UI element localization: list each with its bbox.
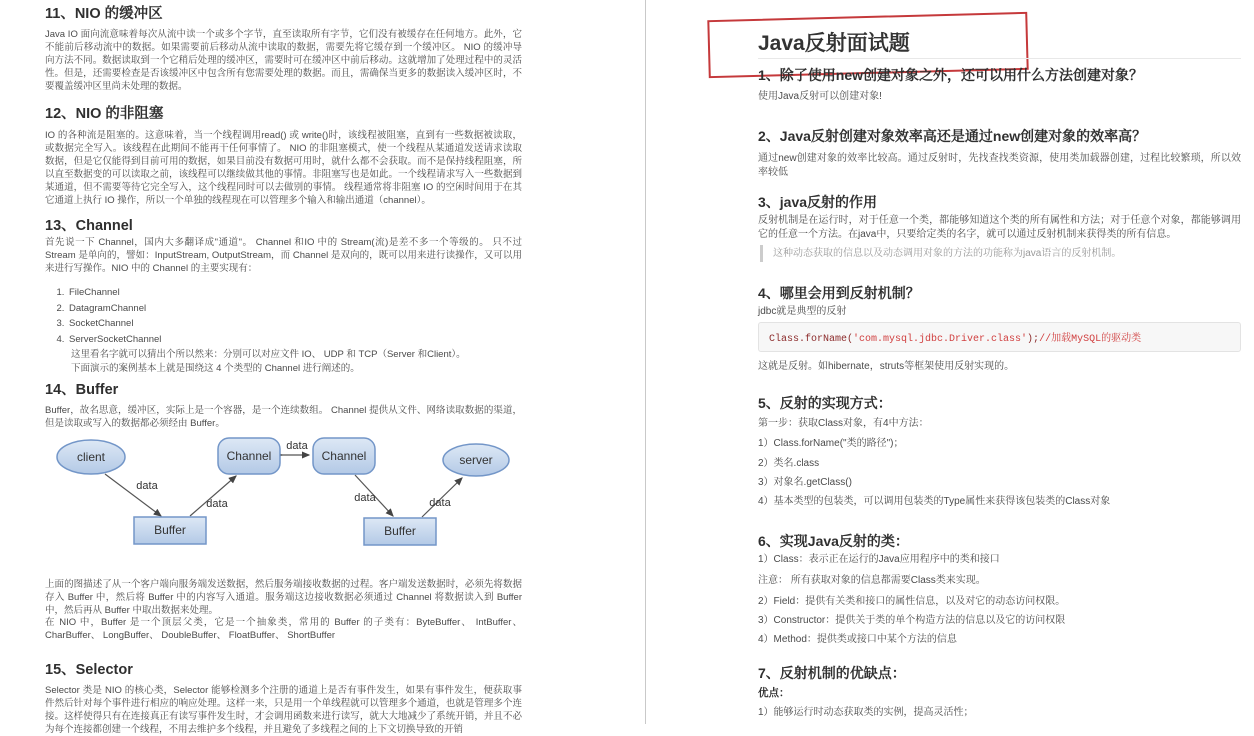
question-2-heading: 2、Java反射创建对象效率高还是通过new创建对象的效率高？ (758, 128, 1147, 144)
question-3-heading: 3、java反射的作用 (758, 194, 878, 210)
code-class-forname: Class.forName( (769, 334, 854, 345)
question-6-line: 4）Method：提供类或接口中某个方法的信息 (758, 634, 957, 645)
code-close-paren: ); (1027, 334, 1040, 345)
channel-list (45, 285, 507, 347)
buffer-node-left-label: Buffer (154, 523, 186, 537)
section-14-buffer-types: 在 NIO 中，Buffer 是一个顶层父类，它是一个抽象类，常用的 Buffer 的子类有：ByteBuffer、 IntBuffer、 CharBuffer、 LongBuffer、 DoubleBuffer、 FloatBuffer、 ShortBuffer (45, 617, 522, 641)
arrow-buffer-to-channel (190, 476, 236, 516)
buffer-node-right-label: Buffer (384, 524, 416, 538)
code-comment: //加载MySQL的驱动类 (1039, 334, 1142, 345)
channel-node-right-label: Channel (321, 449, 367, 463)
server-node-label: server (459, 453, 493, 467)
question-5-line: 4）基本类型的包装类，可以调用包装类的Type属性来获得该包装类的Class对象 (758, 496, 1111, 507)
question-6-heading: 6、实现Java反射的类： (758, 533, 909, 549)
question-5-heading: 5、反射的实现方式： (758, 395, 892, 411)
question-7-line: 1）能够运行时动态获取类的实例，提高灵活性； (758, 707, 974, 718)
client-node-label: client (76, 450, 106, 464)
channel-list-item: 3. SocketChannel (67, 316, 507, 332)
section-14-paragraph: Buffer，故名思意，缓冲区，实际上是一个容器，是一个连续数组。 Channel 提供从文件、网络读取数据的渠道，但是读取或写入的数据都必须经由 Buffer。 (45, 405, 522, 429)
section-14-after-diagram: 上面的图描述了从一个客户端向服务端发送数据，然后服务端接收数据的过程。客户端发送数据时，必须先将数据存入 Buffer 中，然后将 Buffer 中的内容写入通道。服务端这边接收数据必须通过 Channel 将数据读入到 Buffer 中，然后再从 Buffer 中取出数据来处理。 (45, 579, 522, 616)
section-15-heading: 15、Selector (45, 662, 133, 678)
question-3-answer: 反射机制是在运行时，对于任意一个类，都能够知道这个类的所有属性和方法；对于任意个对象，都能够调用它的任意一个方法。在java中，只要给定类的名字，就可以通过反射机制来获得类的所有信息。 (758, 215, 1241, 240)
question-5-line: 3）对象名.getClass() (758, 477, 852, 488)
section-11-paragraph: Java IO 面向流意味着每次从流中读一个或多个字节，直至读取所有字节，它们没有被缓存在任何地方。此外，它不能前后移动流中的数据。如果需要前后移动从流中读取的数据，需要先将它缓存到一个缓冲区。 NIO 的缓冲导向方法不同。数据读取到一个它稍后处理的缓冲区，需要时可在缓冲区中前后移动。这就增加了处理过程中的灵活性。但是，还需要检查是否该缓冲区中包含所有您需要处理的数据。而且，需确保当更多的数据读入缓冲区时，不要覆盖缓冲区里尚未处理的数据。 (45, 29, 522, 92)
question-6-line: 1）Class：表示正在运行的Java应用程序中的类和接口 (758, 554, 1000, 565)
section-13-intro: 首先说一下 Channel，国内大多翻译成"通道"。 Channel 和IO 中的 Stream(流)是差不多一个等级的。 只不过Stream 是单向的，譬如：InputStream, OutputStream，而 Channel 是双向的，既可以用来进行读操作，又可以用来进行写操作。NIO 中的 Channel 的主要实现有： (45, 237, 522, 274)
question-5-line: 第一步：获取Class对象，有4中方法： (758, 418, 929, 429)
data-arrow-label: data (136, 480, 158, 492)
data-arrow-label: data (286, 440, 308, 452)
data-arrow-label: data (206, 498, 228, 510)
question-7-heading: 7、反射机制的优缺点： (758, 665, 906, 681)
channel-node-left-label: Channel (226, 449, 272, 463)
channel-list-item: 2. DatagramChannel (67, 301, 507, 317)
page-title: Java反射面试题 (758, 32, 910, 55)
channel-list-item: 4. ServerSocketChannel (67, 332, 507, 348)
title-rule (758, 58, 1241, 59)
question-4-answer-1: jdbc就是典型的反射 (758, 306, 847, 317)
section-11-heading: 11、NIO 的缓冲区 (45, 6, 163, 22)
question-5-line: 1）Class.forName("类的路径")； (758, 438, 904, 449)
question-4-heading: 4、哪里会用到反射机制？ (758, 285, 920, 301)
channel-list-note-1: 这里看名字就可以猜出个所以然来：分别可以对应文件 IO、 UDP 和 TCP（Server 和Client）。 (71, 349, 466, 360)
question-5-line: 2）类名.class (758, 458, 820, 469)
section-13-heading: 13、Channel (45, 218, 133, 234)
channel-list-item: 1. FileChannel (67, 285, 507, 301)
channel-list-note-2: 下面演示的案例基本上就是围绕这 4 个类型的 Channel 进行阐述的。 (71, 363, 360, 374)
right-page (758, 0, 1241, 724)
section-14-heading: 14、Buffer (45, 382, 119, 398)
question-1-answer: 使用Java反射可以创建对象! (758, 91, 882, 102)
question-6-line: 2）Field：提供有关类和接口的属性信息，以及对它的动态访问权限。 (758, 596, 1066, 607)
code-driver-string: 'com.mysql.jdbc.Driver.class' (853, 334, 1028, 345)
question-7-advantages-label: 优点： (758, 687, 790, 699)
section-12-heading: 12、NIO 的非阻塞 (45, 106, 164, 122)
section-12-paragraph: IO 的各种流是阻塞的。这意味着，当一个线程调用read() 或 write()时，该线程被阻塞，直到有一些数据被读取，或数据完全写入。该线程在此期间不能再干任何事情了。 NIO 的非阻塞模式，使一个线程从某通道发送请求读取数据，但是它仅能得到目前可用的数据，如果目前没有数据可用时，就什么都不会获取。而不是保持线程阻塞，所以直至数据变的可以读取之前，该线程可以继续做其他的事情。非阻塞写也是如此。一个线程请求写入一些数据到某通道，但不需要等待它完全写入，这个线程同时可以去做别的事情。 线程通常将非阻塞 IO 的空闲时间用于在其它通道上执行 IO 操作，所以一个单独的线程现在可以管理多个输入和输出通道（channel）。 (45, 130, 522, 206)
question-6-line: 3）Constructor：提供关于类的单个构造方法的信息以及它的访问权限 (758, 615, 1066, 626)
question-4-answer-2: 这就是反射。如hibernate，struts等框架使用反射实现的。 (758, 361, 1015, 372)
nio-buffer-diagram (50, 433, 515, 551)
left-page (45, 0, 522, 735)
question-1-heading: 1、除了使用new创建对象之外，还可以用什么方法创建对象？ (758, 67, 1144, 83)
data-arrow-label: data (354, 492, 376, 504)
jdbc-code-block (758, 322, 1241, 352)
reflection-quote: 这种动态获取的信息以及动态调用对象的方法的功能称为java语言的反射机制。 (760, 245, 1233, 262)
question-6-line: 注意： 所有获取对象的信息都需要Class类来实现。 (758, 575, 986, 586)
data-arrow-label: data (429, 497, 451, 509)
question-2-answer: 通过new创建对象的效率比较高。通过反射时，先找查找类资源，使用类加载器创建，过程比较繁琐，所以效率较低 (758, 153, 1241, 178)
page-divider (645, 0, 646, 724)
section-15-paragraph: Selector 类是 NIO 的核心类，Selector 能够检测多个注册的通道上是否有事件发生，如果有事件发生，便获取事件然后针对每个事件进行相应的响应处理。这样一来，只是用一个单线程就可以管理多个通道，也就是管理多个连接。这样使得只有在连接真正有读写事件发生时，才会调用函数来进行读写，就大大地减少了系统开销，并且不必为每个连接都创建一个线程，不用去维护多个线程，并且避免了多线程之间的上下文切换导致的开销 (45, 685, 522, 735)
